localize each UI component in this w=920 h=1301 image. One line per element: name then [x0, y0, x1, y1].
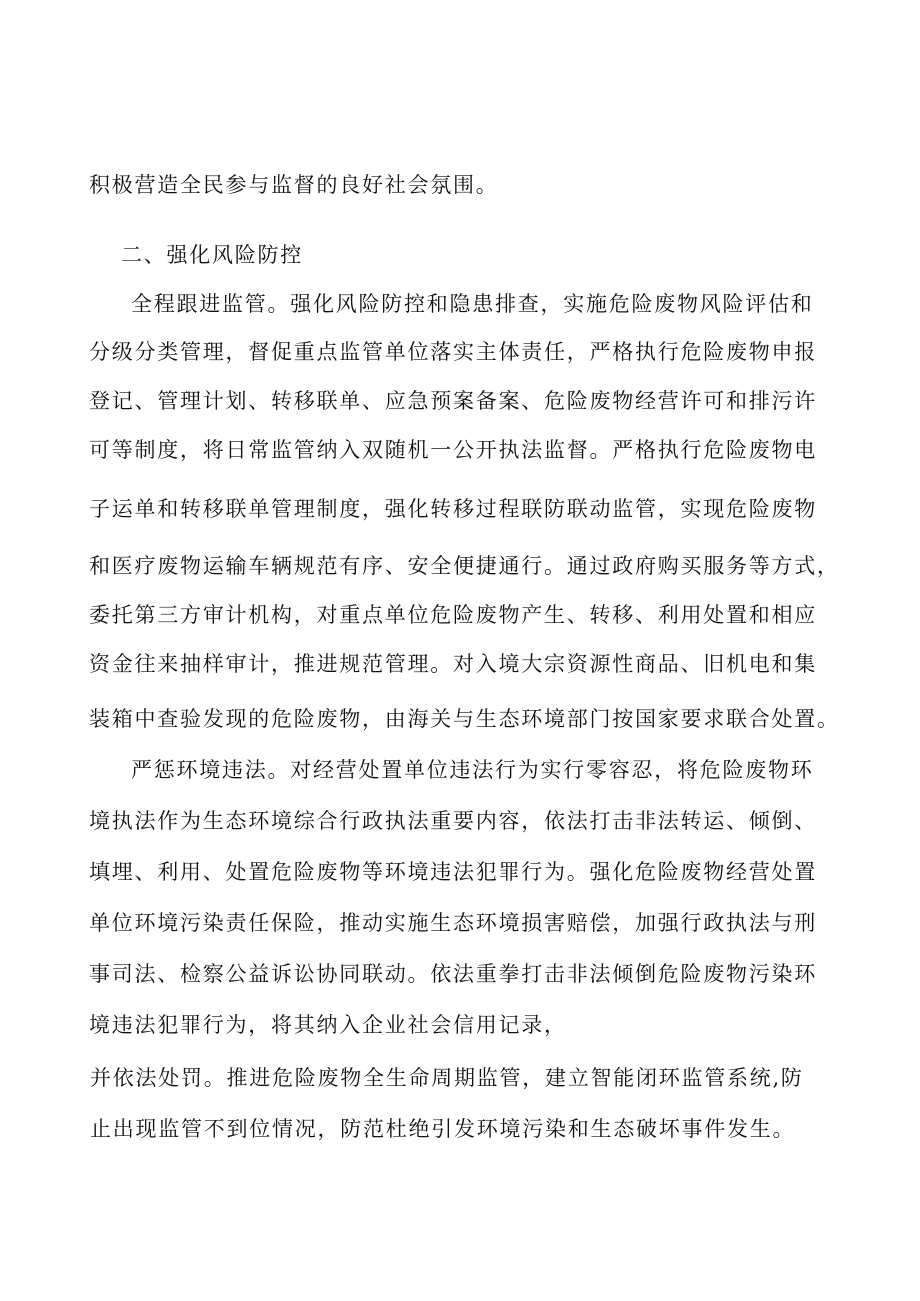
paragraph-line: 登记、管理计划、转移联单、应急预案备案、危险废物经营许可和排污许 — [89, 389, 817, 413]
paragraph-line: 事司法、检察公益诉讼协同联动。依法重拳打击非法倾倒危险废物污染环 — [89, 962, 817, 986]
paragraph-line: 装箱中查验发现的危险废物，由海关与生态环境部门按国家要求联合处置。 — [89, 707, 840, 731]
paragraph-line: 境执法作为生态环境综合行政执法重要内容，依法打击非法转运、倾倒、 — [89, 809, 817, 833]
paragraph-line: 委托第三方审计机构，对重点单位危险废物产生、转移、利用处置和相应 — [89, 603, 817, 627]
paragraph-line: 分级分类管理，督促重点监管单位落实主体责任，严格执行危险废物申报 — [89, 340, 817, 364]
paragraph-line: 资金往来抽样审计，推进规范管理。对入境大宗资源性商品、旧机电和集 — [89, 652, 817, 676]
section-heading: 二、强化风险防控 — [121, 243, 303, 267]
paragraph-line: 单位环境污染责任保险，推动实施生态环境损害赔偿，加强行政执法与刑 — [89, 911, 817, 935]
paragraph-line: 严惩环境违法。对经营处置单位违法行为实行零容忍，将危险废物环 — [131, 758, 814, 782]
paragraph-line: 子运单和转移联单管理制度，强化转移过程联防联动监管，实现危险废物 — [89, 497, 817, 521]
paragraph-line: 并依法处罚。推进危险废物全生命周期监管，建立智能闭环监管系统,防 — [90, 1066, 804, 1090]
paragraph-line: 境违法犯罪行为，将其纳入企业社会信用记录， — [89, 1013, 567, 1037]
paragraph-line: 和医疗废物运输车辆规范有序、安全便捷通行。通过政府购买服务等方式， — [89, 554, 840, 578]
paragraph-line: 全程跟进监管。强化风险防控和隐患排查，实施危险废物风险评估和 — [131, 292, 814, 316]
continuation-line: 积极营造全民参与监督的良好社会氛围。 — [89, 173, 499, 197]
paragraph-line: 填埋、利用、处置危险废物等环境违法犯罪行为。强化危险废物经营处置 — [89, 860, 817, 884]
paragraph-line: 可等制度，将日常监管纳入双随机一公开执法监督。严格执行危险废物电 — [89, 438, 817, 462]
paragraph-line: 止出现监管不到位情况，防范杜绝引发环境污染和生态破坏事件发生。 — [90, 1117, 796, 1141]
